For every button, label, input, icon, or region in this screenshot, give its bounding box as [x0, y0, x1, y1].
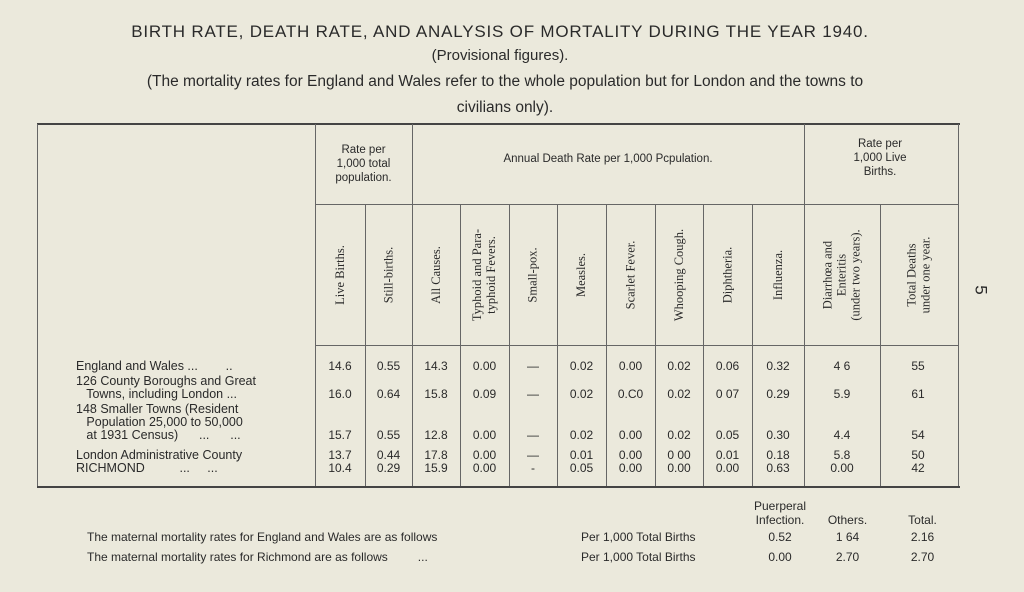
row-label: England and Wales ... .. — [76, 359, 233, 373]
note-line-2: civilians only). — [456, 99, 554, 116]
table-cell: 12.8 — [424, 428, 448, 442]
footer-column-header: Puerperal Infection. — [753, 499, 807, 527]
table-cell: 0.05 — [715, 428, 740, 442]
table-cell: 0.06 — [715, 359, 740, 373]
table-cell: 0.55 — [376, 428, 401, 442]
table-cell: 61 — [911, 387, 925, 401]
group-divider — [315, 124, 316, 486]
table-cell: 0.C0 — [617, 387, 644, 401]
table-cell: 15.8 — [424, 387, 448, 401]
column-header — [509, 205, 557, 345]
table-cell: 13.7 — [328, 448, 352, 462]
table-cell: 5.9 — [833, 387, 851, 401]
table-cell: 0.09 — [472, 387, 497, 401]
footer-column-header: Total. — [908, 513, 937, 527]
table-cell: 15.9 — [424, 461, 448, 475]
row-label: 148 Smaller Towns (Resident Population 25,000 to 50,000 at 1931 Census) ... ... — [76, 402, 243, 442]
table-cell: 0.00 — [618, 461, 643, 475]
footer-row-label: The maternal mortality rates for England and Wales are as follows — [87, 530, 438, 544]
column-header — [460, 205, 509, 345]
column-header-label: Whooping Cough. — [672, 228, 687, 322]
table-cell: — — [527, 387, 539, 401]
table-cell: 15.7 — [328, 428, 352, 442]
table-cell: 0.00 — [472, 448, 497, 462]
table-cell: 0.02 — [569, 387, 594, 401]
footer-value: 0.52 — [768, 530, 792, 544]
table-cell: 0.29 — [376, 461, 401, 475]
table-cell: 0.00 — [715, 461, 740, 475]
table-cell: 0.05 — [569, 461, 594, 475]
header-bottom-line — [315, 345, 958, 346]
column-header-label: Diphtheria. — [720, 246, 735, 304]
footer-column-header: Others. — [827, 513, 868, 527]
column-header — [880, 205, 956, 345]
table-cell: — — [527, 428, 539, 442]
table-cell: 0.01 — [715, 448, 740, 462]
subtitle: (Provisional figures). — [431, 47, 569, 64]
table-cell: 0.64 — [376, 387, 401, 401]
note-line-1: (The mortality rates for England and Wales refer to the whole population but for London and the towns to — [146, 73, 864, 90]
row-label: 126 County Boroughs and Great Towns, including London ... — [76, 374, 256, 401]
column-header — [412, 205, 460, 345]
table-cell: 0.02 — [569, 428, 594, 442]
table-cell: 0.01 — [569, 448, 594, 462]
table-cell: 0 00 — [667, 448, 691, 462]
column-header-label: Typhoid and Para- typhoid Fevers. — [470, 228, 499, 322]
table-cell: 0.55 — [376, 359, 401, 373]
table-cell: 0.02 — [667, 428, 691, 442]
column-header-label: Small-pox. — [526, 247, 540, 303]
table-cell: 10.4 — [328, 461, 352, 475]
footer-value: 1 64 — [835, 530, 860, 544]
group-header-rate-live-births: Rate per 1,000 Live Births. — [853, 138, 907, 178]
table-cell: 0.00 — [618, 448, 643, 462]
footer-row-label: The maternal mortality rates for Richmond are as follows ... — [87, 550, 428, 564]
footer-row-basis: Per 1,000 Total Births — [581, 530, 696, 544]
table-cell: 54 — [911, 428, 925, 442]
footer-row-basis: Per 1,000 Total Births — [581, 550, 696, 564]
table-cell: 4 6 — [833, 359, 851, 373]
column-header — [365, 205, 412, 345]
table-cell: 55 — [911, 359, 925, 373]
table-top-rule — [37, 123, 960, 125]
table-cell: 0.02 — [569, 359, 594, 373]
row-label: RICHMOND ... ... — [76, 461, 218, 475]
header-divider-line — [315, 204, 958, 205]
table-left-border — [37, 124, 38, 486]
table-cell: 5.8 — [833, 448, 851, 462]
table-cell: 0.32 — [766, 359, 790, 373]
group-divider — [412, 124, 413, 486]
table-cell: 50 — [911, 448, 925, 462]
group-divider — [804, 124, 805, 486]
table-cell: 0 07 — [715, 387, 740, 401]
table-cell: 0.00 — [830, 461, 854, 475]
group-header-annual-death-rate: Annual Death Rate per 1,000 Pcpulation. — [503, 153, 713, 165]
table-right-border — [958, 124, 959, 486]
column-header — [752, 205, 804, 345]
column-header-label: Diarrhœa and Enteritis (under two years). — [821, 229, 864, 321]
column-header-label: Influenza. — [770, 249, 785, 301]
table-cell: 0.02 — [667, 387, 691, 401]
footer-value: 2.16 — [910, 530, 935, 544]
table-cell: — — [527, 448, 539, 462]
table-cell: - — [531, 461, 535, 475]
column-header — [804, 205, 880, 345]
page-title: BIRTH RATE, DEATH RATE, AND ANALYSIS OF MORTALITY DURING THE YEAR 1940. — [131, 22, 869, 41]
table-cell: 14.3 — [424, 359, 448, 373]
column-header-label: Scarlet Fever. — [623, 240, 638, 310]
table-cell: 17.8 — [424, 448, 448, 462]
column-header — [606, 205, 655, 345]
table-cell: 0.00 — [618, 359, 643, 373]
table-cell: 0.02 — [667, 359, 691, 373]
column-header-label: Total Deaths under one year. — [904, 236, 933, 314]
table-cell: 14.6 — [328, 359, 352, 373]
table-cell: 4.4 — [833, 428, 851, 442]
table-cell: 0.44 — [376, 448, 401, 462]
table-cell: 0.00 — [618, 428, 643, 442]
table-cell: 0.63 — [766, 461, 790, 475]
table-cell: 0.00 — [472, 428, 497, 442]
row-label: London Administrative County — [76, 448, 243, 462]
table-cell: 0.00 — [667, 461, 691, 475]
table-cell: — — [527, 359, 539, 373]
footer-value: 0.00 — [768, 550, 792, 564]
column-header-label: Live Births. — [333, 245, 347, 305]
table-cell: 0.18 — [766, 448, 790, 462]
column-header — [557, 205, 606, 345]
footer-value: 2.70 — [910, 550, 935, 564]
table-cell: 0.29 — [766, 387, 790, 401]
column-header — [703, 205, 752, 345]
table-cell: 0.00 — [472, 359, 497, 373]
table-cell: 42 — [911, 461, 925, 475]
table-cell: 0.30 — [766, 428, 790, 442]
table-cell: 16.0 — [328, 387, 352, 401]
column-header — [655, 205, 703, 345]
column-header — [315, 205, 365, 345]
column-header-label: Still-births. — [381, 246, 396, 304]
table-cell: 0.00 — [472, 461, 497, 475]
column-header-label: Measles. — [574, 252, 589, 298]
group-header-rate-population: Rate per 1,000 total population. — [335, 144, 392, 184]
page-number: 5 — [971, 285, 991, 295]
footer-value: 2.70 — [835, 550, 860, 564]
column-headers — [0, 205, 1024, 345]
column-header-label: All Causes. — [429, 246, 444, 304]
table-bottom-rule — [37, 486, 960, 488]
